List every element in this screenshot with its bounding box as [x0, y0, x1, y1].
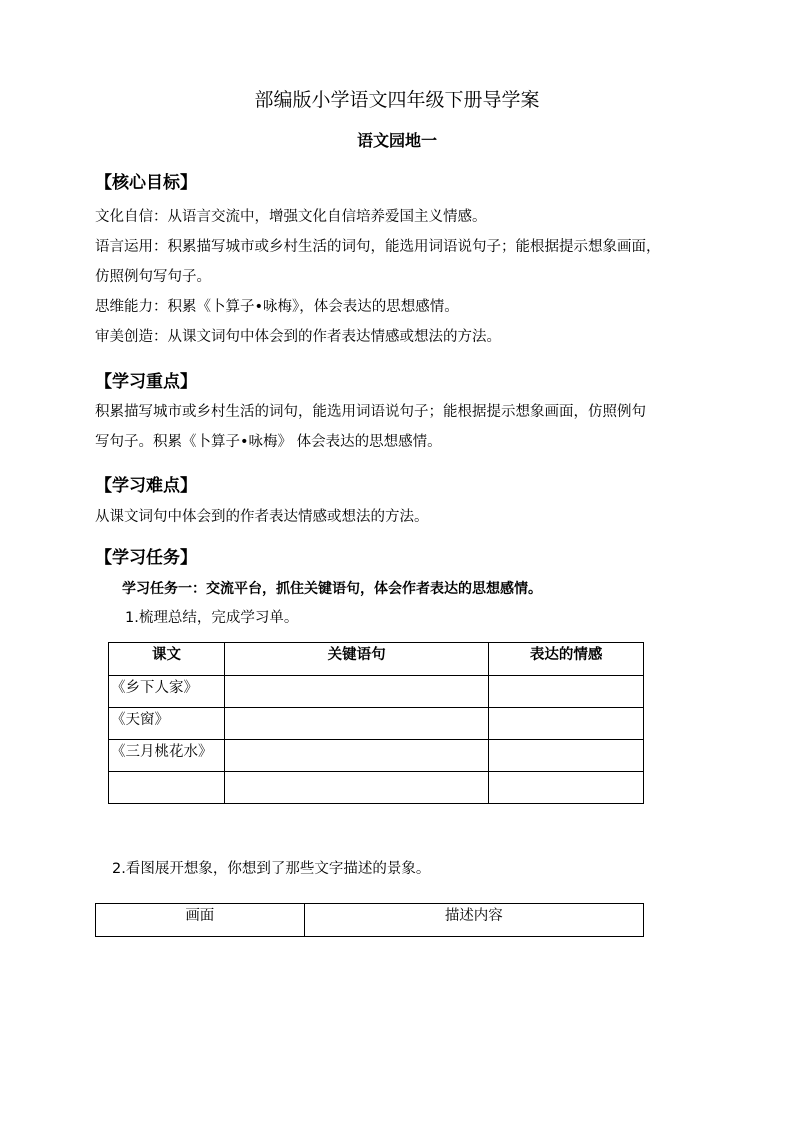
key-sentence-cell[interactable]: [224, 740, 488, 772]
scene-description-table: [95, 903, 644, 937]
lesson-cell: 《天窗》: [109, 708, 225, 740]
table-header-row: [109, 643, 644, 676]
core-goal-line: 文化自信：从语言交流中，增强文化自信培养爱国主义情感。: [95, 209, 487, 225]
emotion-cell[interactable]: [489, 676, 644, 708]
table-header-cell: 课文: [109, 643, 225, 676]
document-title: 部编版小学语文四年级下册导学案: [254, 89, 540, 111]
core-goal-line: 审美创造：从课文词句中体会到的作者表达情感或想法的方法。: [95, 329, 501, 345]
key-sentence-cell[interactable]: [224, 676, 488, 708]
key-points-heading: 【学习重点】: [95, 372, 197, 392]
table-row: [109, 740, 644, 772]
lesson-cell[interactable]: [109, 772, 225, 804]
task1-title: 学习任务一：交流平台，抓住关键语句，体会作者表达的思想感情。: [122, 581, 542, 597]
key-sentence-cell[interactable]: [224, 708, 488, 740]
key-sentence-cell[interactable]: [224, 772, 488, 804]
emotion-cell[interactable]: [489, 740, 644, 772]
description-header-cell: 描述内容: [304, 904, 643, 937]
tasks-heading: 【学习任务】: [95, 548, 197, 568]
learning-sheet-table: [108, 642, 644, 804]
emotion-cell[interactable]: [489, 708, 644, 740]
difficulties-text: [95, 502, 715, 532]
key-points-text: [95, 397, 715, 457]
core-goals-text: [95, 202, 715, 352]
difficulty-line: 从课文词句中体会到的作者表达情感或想法的方法。: [95, 509, 429, 525]
table-header-row: [96, 904, 644, 937]
key-point-line: 写句子。积累《卜算子•咏梅》 体会表达的思想感情。: [95, 434, 442, 450]
difficulties-heading: 【学习难点】: [95, 476, 197, 496]
emotion-cell[interactable]: [489, 772, 644, 804]
core-goal-line: 思维能力：积累《卜算子•咏梅》，体会表达的思想感情。: [95, 299, 459, 315]
task1-step1: 1.梳理总结，完成学习单。: [125, 610, 299, 626]
core-goal-line: 仿照例句写句子。: [95, 269, 211, 285]
picture-header-cell: 画面: [96, 904, 305, 937]
table-row: [109, 708, 644, 740]
lesson-cell: 《乡下人家》: [109, 676, 225, 708]
key-point-line: 积累描写城市或乡村生活的词句，能选用词语说句子；能根据提示想象画面，仿照例句: [95, 404, 646, 420]
table-header-cell: 表达的情感: [489, 643, 644, 676]
table-header-cell: 关键语句: [224, 643, 488, 676]
lesson-title: 语文园地一: [356, 131, 437, 150]
core-goal-line: 语言运用：积累描写城市或乡村生活的词句，能选用词语说句子；能根据提示想象画面，: [95, 239, 661, 255]
core-goals-heading: 【核心目标】: [95, 173, 197, 193]
table-row: [109, 676, 644, 708]
task1-step2: 2.看图展开想象，你想到了那些文字描述的景象。: [112, 861, 431, 877]
table-row: [109, 772, 644, 804]
lesson-cell: 《三月桃花水》: [109, 740, 225, 772]
